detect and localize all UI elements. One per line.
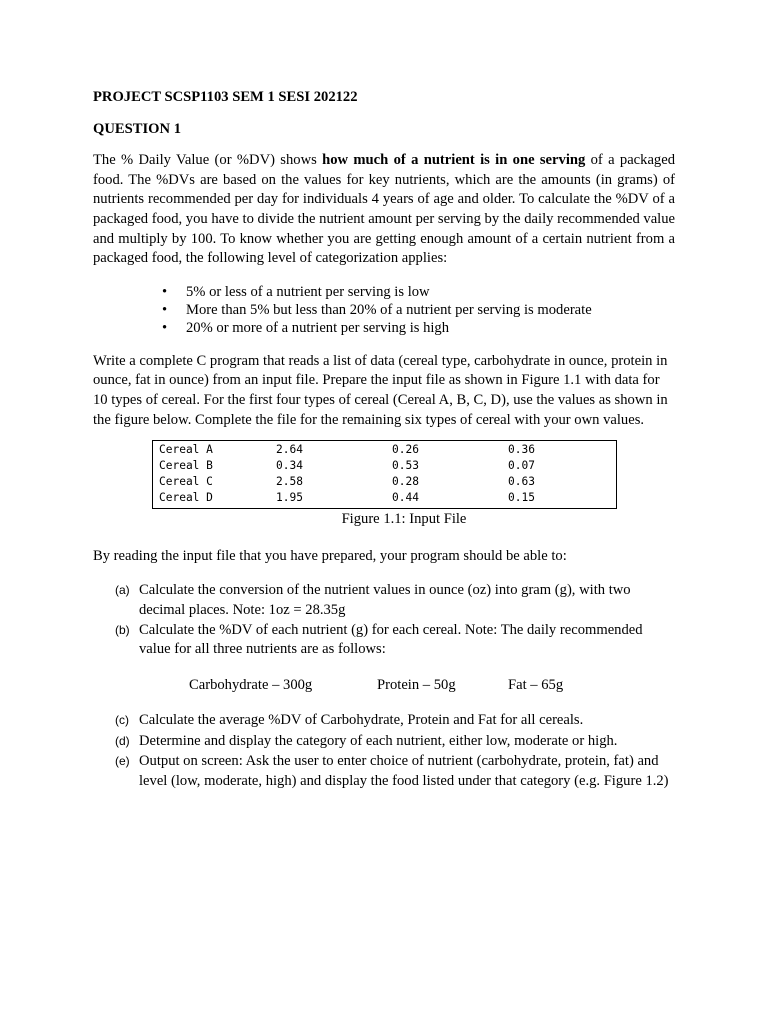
fat-value: 0.15: [508, 491, 535, 505]
document-page: [93, 88, 675, 792]
protein-value: 0.26: [392, 443, 419, 457]
table-row: [153, 474, 616, 490]
task-label: (a): [115, 583, 130, 598]
cereal-name: Cereal D: [159, 491, 213, 505]
carbohydrate-value: 1.95: [276, 491, 303, 505]
task-text: Calculate the average %DV of Carbohydrate, Protein and Fat for all cereals.: [139, 712, 584, 729]
requirements-intro: By reading the input file that you have prepared, your program should be able to:: [93, 547, 567, 564]
intro-bold-text: how much of a nutrient is in one serving: [322, 152, 586, 169]
fat-value: 0.63: [508, 475, 535, 489]
intro-paragraph: [93, 151, 675, 269]
task-text: Determine and display the category of each nutrient, either low, moderate or high.: [139, 732, 618, 749]
protein-value: 0.28: [392, 475, 419, 489]
task-item-d: [93, 732, 675, 752]
task-list-continued: [93, 711, 675, 791]
task-text: Output on screen: Ask the user to enter choice of nutrient (carbohydrate, protein, fat) and level (low, moderate, high) and display the food listed under that category (e.g. Figure 1.2): [139, 753, 669, 790]
fat-value: 0.36: [508, 443, 535, 457]
task-item-a: [93, 581, 675, 620]
figure-caption: Figure 1.1: Input File: [341, 511, 467, 528]
task-text: Calculate the conversion of the nutrient values in ounce (oz) into gram (g), with two decimal places. Note: 1oz = 28.35g: [139, 582, 631, 618]
task-list: [93, 581, 675, 659]
table-row: [153, 458, 616, 474]
cereal-name: Cereal A: [159, 443, 213, 457]
task-label: (e): [115, 754, 130, 769]
intro-text-end: of a packaged food. The %DVs are based on the values for key nutrients, which are the amounts (in grams) of nutrients recommended per day for individuals 4 years of age and older. To calculate the %DV of a packaged food, you have to divide the nutrient amount per serving by the daily recommended value and multiply by 100. To know whether you are getting enough amount of a certain nutrient from a packaged food, the following level of categorization applies:: [93, 152, 676, 267]
list-item-text: 5% or less of a nutrient per serving is low: [186, 283, 430, 300]
category-list: [93, 283, 675, 337]
input-file-figure: [152, 440, 617, 509]
table-row: [153, 490, 616, 506]
protein-value: 0.44: [392, 491, 419, 505]
task-text: Calculate the %DV of each nutrient (g) for each cereal. Note: The daily recommended value for all three nutrients are as follows:: [139, 621, 643, 658]
cereal-name: Cereal C: [159, 475, 213, 489]
carbohydrate-value: 2.64: [276, 443, 303, 457]
task-item-b: [93, 621, 675, 660]
project-title: PROJECT SCSP1103 SEM 1 SESI 202122: [93, 89, 358, 105]
fat-daily-value: Fat – 65g: [508, 676, 564, 693]
daily-values-row: [189, 676, 675, 696]
protein-daily-value: Protein – 50g: [377, 676, 456, 693]
bullet-icon: •: [162, 319, 168, 336]
table-row: [153, 442, 616, 458]
bullet-icon: •: [162, 283, 168, 300]
carbohydrate-value: 2.58: [276, 475, 303, 489]
task-item-c: [93, 711, 675, 731]
task-item-e: [93, 752, 675, 791]
list-item: [93, 283, 675, 301]
list-item: [93, 319, 675, 337]
fat-value: 0.07: [508, 459, 535, 473]
question-title: QUESTION 1: [93, 120, 181, 137]
instructions-paragraph: Write a complete C program that reads a list of data (cereal type, carbohydrate in ounce, protein in ounce, fat in ounce) from an input file. Prepare the input file as shown in Figure 1.1 with data for 10 types of cereal. For the first four types of cereal (Cereal A, B, C, D), use the values as shown in the figure below. Complete the file for the remaining six types of cereal with your own values.: [93, 352, 668, 428]
protein-value: 0.53: [392, 459, 419, 473]
list-item-text: 20% or more of a nutrient per serving is high: [186, 319, 450, 336]
task-label: (b): [115, 622, 130, 637]
bullet-icon: •: [162, 301, 168, 318]
cereal-name: Cereal B: [159, 459, 213, 473]
list-item: [93, 301, 675, 319]
task-label: (d): [115, 733, 130, 748]
list-item-text: More than 5% but less than 20% of a nutrient per serving is moderate: [186, 301, 592, 318]
intro-text-start: The % Daily Value (or %DV) shows: [93, 152, 323, 169]
carbohydrate-value: 0.34: [276, 459, 303, 473]
carbohydrate-daily-value: Carbohydrate – 300g: [189, 676, 313, 693]
task-label: (c): [115, 713, 129, 728]
